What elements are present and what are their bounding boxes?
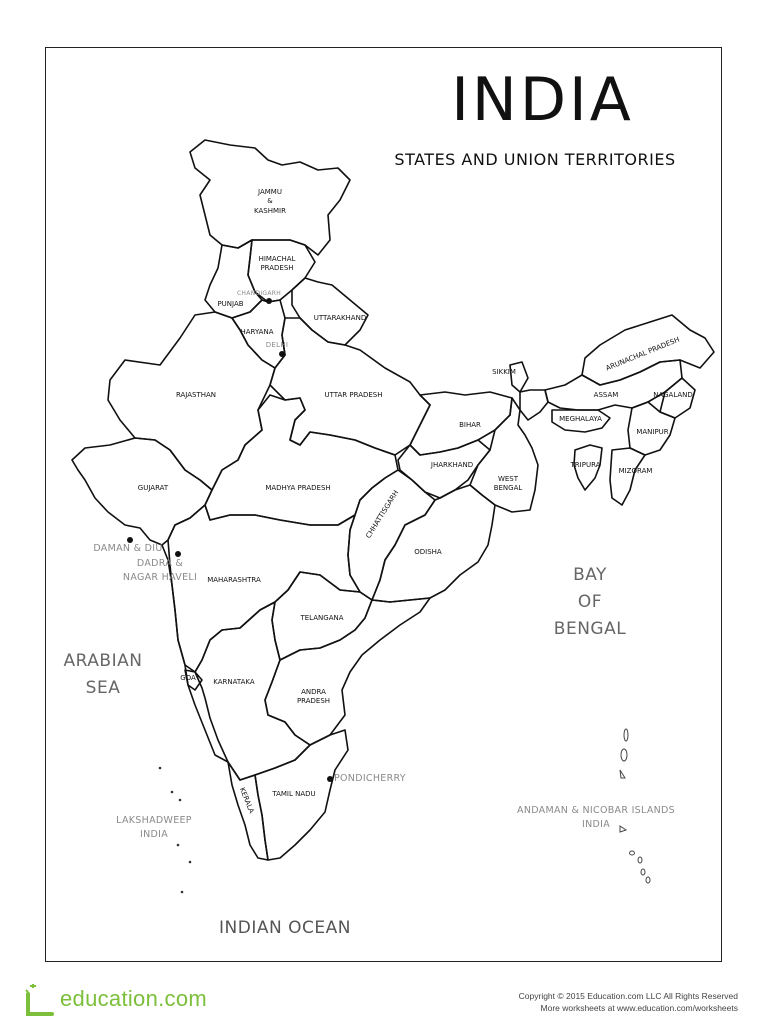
label-meghalaya: MEGHALAYA <box>559 415 602 423</box>
label-uttarakhand: UTTARAKHAND <box>313 314 367 322</box>
label-andaman: ANDAMAN & NICOBAR ISLANDS INDIA <box>517 805 675 831</box>
label-chandigarh: CHANDIGARH <box>236 290 282 297</box>
label-manipur: MANIPUR <box>636 428 669 436</box>
label-arabian-sea: ARABIAN SEA <box>63 651 143 699</box>
label-indian-ocean: INDIAN OCEAN <box>219 918 351 938</box>
label-chhattisgarh: CHHATTISGARH <box>364 488 401 540</box>
label-maharashtra: MAHARASHTRA <box>207 576 261 584</box>
label-jammu-kashmir: JAMMU & KASHMIR <box>254 188 286 215</box>
label-mizoram: MIZORAM <box>618 467 653 475</box>
label-jharkhand: JHARKHAND <box>430 461 474 469</box>
label-goa: GOA <box>180 674 196 682</box>
label-andhra: ANDRA PRADESH <box>296 688 331 706</box>
chandigarh-dot <box>266 298 272 304</box>
region-maharashtra <box>168 505 360 672</box>
region-uttar-pradesh <box>270 318 430 455</box>
label-kerala: KERALA <box>237 786 256 815</box>
region-uttarakhand <box>292 278 368 345</box>
copyright-line-2[interactable]: More worksheets at www.education.com/worksheets <box>540 1003 738 1014</box>
label-nagaland: NAGALAND <box>653 391 693 399</box>
label-dadra: DADRA & NAGAR HAVELI <box>122 558 198 584</box>
map-subtitle: STATES AND UNION TERRITORIES <box>394 150 676 169</box>
education-logo-icon <box>22 980 62 1020</box>
label-daman-diu: DAMAN & DIU <box>93 543 163 554</box>
label-delhi: DELHI <box>265 341 289 349</box>
label-odisha: ODISHA <box>414 548 442 556</box>
label-madhya-pradesh: MADHYA PRADESH <box>265 484 331 492</box>
copyright-block <box>519 990 738 1015</box>
label-himachal: HIMACHAL PRADESH <box>258 255 296 273</box>
label-tripura: TRIPURA <box>570 461 601 469</box>
map-title: INDIA <box>451 65 634 135</box>
region-rajasthan <box>108 312 275 490</box>
logo-text[interactable]: education.com <box>60 986 207 1011</box>
label-haryana: HARYANA <box>240 328 274 336</box>
label-west-bengal: WEST BENGAL <box>493 475 523 493</box>
label-bihar: BIHAR <box>459 421 481 429</box>
label-assam: ASSAM <box>593 391 619 399</box>
label-rajasthan: RAJASTHAN <box>175 391 217 399</box>
region-west-bengal <box>470 398 538 512</box>
region-mizoram <box>610 448 645 505</box>
label-sikkim: SIKKIM <box>492 368 516 376</box>
label-punjab: PUNJAB <box>217 300 244 308</box>
label-karnataka: KARNATAKA <box>213 678 255 686</box>
region-chhattisgarh <box>348 470 435 600</box>
label-tamil-nadu: TAMIL NADU <box>272 790 316 798</box>
label-bay-of-bengal: BAY OF BENGAL <box>553 565 627 640</box>
label-gujarat: GUJARAT <box>137 484 169 492</box>
label-telangana: TELANGANA <box>300 614 344 622</box>
region-madhya-pradesh <box>205 395 398 525</box>
label-uttar-pradesh: UTTAR PRADESH <box>324 391 383 399</box>
label-lakshadweep: LAKSHADWEEP INDIA <box>116 815 192 841</box>
copyright-line-1: Copyright © 2015 Education.com LLC All Rights Reserved <box>518 991 738 1001</box>
label-pondicherry: PONDICHERRY <box>334 773 406 784</box>
delhi-dot <box>279 351 285 357</box>
pondicherry-dot <box>327 776 333 782</box>
label-arunachal: ARUNACHAL PRADESH <box>604 335 681 373</box>
